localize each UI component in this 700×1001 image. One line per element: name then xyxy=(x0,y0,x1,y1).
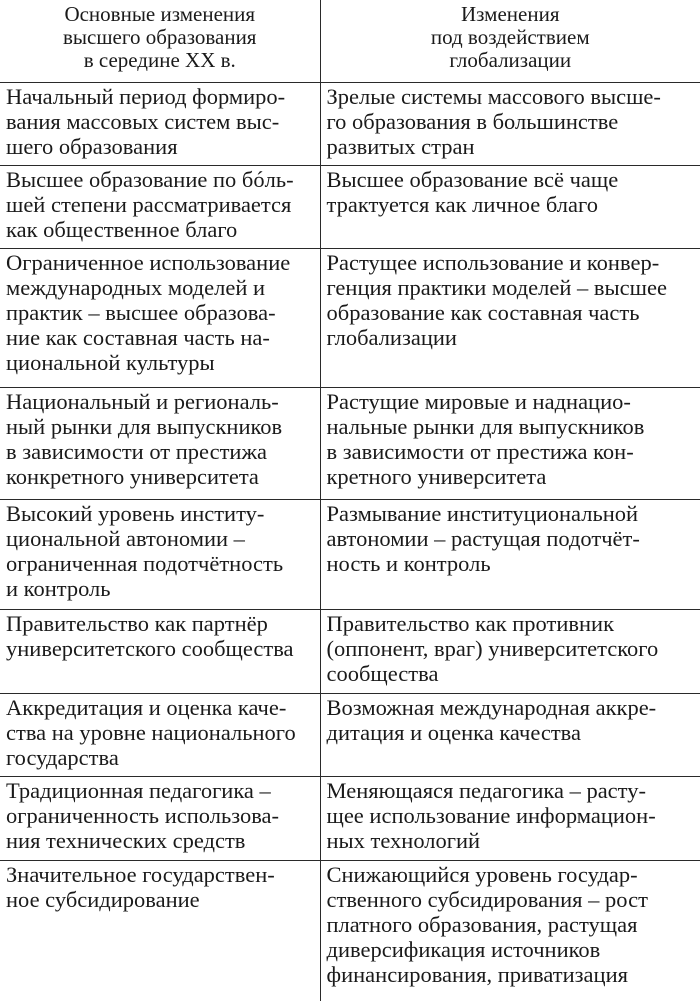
cell-line: шего образования xyxy=(6,133,178,159)
cell-left xyxy=(0,248,320,387)
cell-line: Традиционная педагогика – xyxy=(6,778,271,804)
cell-line: университетского сообщества xyxy=(6,636,294,662)
header-left xyxy=(0,0,320,82)
cell-line: Правительство как партнёр xyxy=(6,611,268,637)
cell-line: Высокий уровень институ- xyxy=(6,500,265,526)
table-body xyxy=(0,82,700,1001)
cell-line: Меняющаяся педагогика – расту- xyxy=(326,778,646,804)
cell-right xyxy=(320,860,700,1001)
cell-line: Начальный период формиро- xyxy=(6,83,286,109)
cell-left xyxy=(0,166,320,249)
cell-right xyxy=(320,248,700,387)
cell-line: генция практики моделей – высшее xyxy=(326,274,667,300)
table-row xyxy=(0,499,700,609)
cell-line: ных технологий xyxy=(326,828,481,854)
cell-line: и контроль xyxy=(6,575,111,601)
cell-line: практик – высшее образова- xyxy=(6,299,276,325)
cell-line: конкретного университета xyxy=(6,464,259,490)
header-right-line: глобализации xyxy=(449,48,572,72)
cell-line: вания массовых систем выс- xyxy=(6,108,280,134)
cell-right xyxy=(320,610,700,694)
cell-line: Ограниченное использование xyxy=(6,249,291,275)
cell-line: Растущие мировые и наднацио- xyxy=(326,389,631,415)
cell-right xyxy=(320,777,700,861)
table-row xyxy=(0,82,700,166)
cell-left xyxy=(0,610,320,694)
header-left-line: высшего образования xyxy=(63,25,257,49)
cell-right xyxy=(320,693,700,777)
cell-line: Значительное государствен- xyxy=(6,861,275,887)
cell-line: го образования в большинстве xyxy=(326,108,619,134)
cell-line: в зависимости от престижа xyxy=(6,439,267,465)
cell-line: щее использование информацион- xyxy=(326,803,656,829)
cell-right xyxy=(320,499,700,609)
header-right xyxy=(320,0,700,82)
cell-line: ограниченная подотчётность xyxy=(6,550,284,576)
header-row xyxy=(0,0,700,82)
cell-line: циональной культуры xyxy=(6,349,215,375)
cell-line: Снижающийся уровень государ- xyxy=(326,861,638,887)
cell-line: ния технических средств xyxy=(6,828,246,854)
table-row xyxy=(0,777,700,861)
cell-right xyxy=(320,388,700,500)
cell-line: ный рынки для выпускников xyxy=(6,414,283,440)
cell-line: нальные рынки для выпускников xyxy=(326,414,645,440)
cell-right xyxy=(320,82,700,166)
cell-line: дитация и оценка качества xyxy=(326,719,581,745)
cell-line: Возможная международная аккре- xyxy=(326,694,657,720)
cell-line: трактуется как личное благо xyxy=(326,192,598,218)
cell-line: автономии – растущая подотчёт- xyxy=(326,525,640,551)
cell-line: ное субсидирование xyxy=(6,886,200,912)
cell-line: государства xyxy=(6,744,119,770)
cell-line: циональной автономии – xyxy=(6,525,245,551)
cell-line: финансирования, приватизация xyxy=(326,961,628,987)
header-left-line: в середине XX в. xyxy=(83,48,236,72)
cell-left xyxy=(0,82,320,166)
table-row xyxy=(0,248,700,387)
cell-line: ства на уровне национального xyxy=(6,719,296,745)
cell-line: шей степени рассматривается xyxy=(6,192,292,218)
header-left-line: Основные изменения xyxy=(64,2,256,26)
cell-right xyxy=(320,166,700,249)
cell-line: как общественное благо xyxy=(6,217,238,243)
cell-left xyxy=(0,693,320,777)
cell-left xyxy=(0,499,320,609)
cell-line: Высшее образование всё чаще xyxy=(326,167,619,193)
cell-line: Высшее образование по бóль- xyxy=(6,167,294,193)
cell-left xyxy=(0,777,320,861)
header-right-line: под воздействием xyxy=(430,25,590,49)
table-row xyxy=(0,610,700,694)
cell-left xyxy=(0,860,320,1001)
table-row xyxy=(0,860,700,1001)
cell-line: развитых стран xyxy=(326,133,475,159)
cell-line: ние как составная часть на- xyxy=(6,324,270,350)
cell-line: платного образования, растущая xyxy=(326,911,638,937)
cell-line: ственного субсидирования – рост xyxy=(326,886,648,912)
cell-line: сообщества xyxy=(326,661,439,687)
cell-left xyxy=(0,388,320,500)
cell-line: Национальный и региональ- xyxy=(6,389,279,415)
cell-line: Размывание институциональной xyxy=(326,500,639,526)
cell-line: международных моделей и xyxy=(6,274,266,300)
cell-line: Зрелые системы массового высше- xyxy=(326,83,661,109)
cell-line: диверсификация источников xyxy=(326,936,601,962)
cell-line: Правительство как противник xyxy=(326,611,615,637)
cell-line: ность и контроль xyxy=(326,550,491,576)
table-row xyxy=(0,388,700,500)
cell-line: Растущее использование и конвер- xyxy=(326,249,660,275)
cell-line: кретного университета xyxy=(326,464,547,490)
cell-line: ограниченность использова- xyxy=(6,803,280,829)
table-row xyxy=(0,166,700,249)
cell-line: глобализации xyxy=(326,324,457,350)
cell-line: Аккредитация и оценка каче- xyxy=(6,694,287,720)
header-right-line: Изменения xyxy=(461,2,560,26)
cell-line: (оппонент, враг) университетского xyxy=(326,636,659,662)
cell-line: в зависимости от престижа кон- xyxy=(326,439,634,465)
cell-line: образование как составная часть xyxy=(326,299,640,325)
table-row xyxy=(0,693,700,777)
